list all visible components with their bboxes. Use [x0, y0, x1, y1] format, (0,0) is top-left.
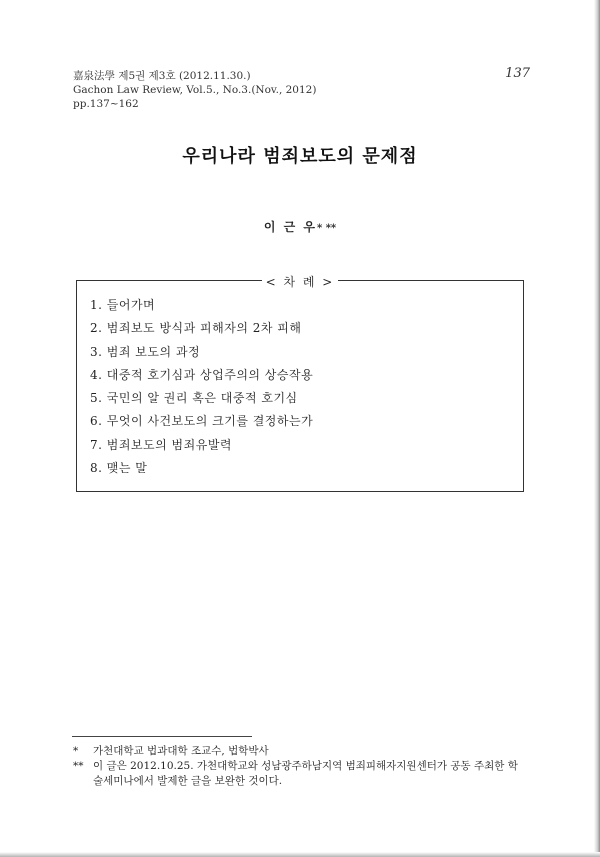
- author-footnote-marks: * **: [316, 223, 337, 234]
- footnote-2: [73, 759, 518, 774]
- footnote-mark: *: [73, 745, 79, 757]
- article-title: 우리나라 범죄보도의 문제점: [182, 146, 418, 167]
- journal-title-english: Gachon Law Review, Vol.5., No.3.(Nov., 2012): [73, 84, 317, 96]
- toc-item: 1. 들어가며: [90, 298, 156, 312]
- author-name: 이 근 우: [263, 220, 317, 234]
- journal-title-korean: 嘉泉法學 제5권 제3호 (2012.11.30.): [73, 70, 251, 82]
- toc-item: 6. 무엇이 사건보도의 크기를 결정하는가: [90, 414, 314, 429]
- footnotes: [73, 744, 518, 789]
- page-bottom-shadow: [0, 852, 600, 857]
- footnote-2-continuation: 술세미나에서 발제한 글을 보완한 것이다.: [93, 775, 283, 787]
- journal-header: [73, 69, 316, 111]
- toc-item: 2. 범죄보도 방식과 피해자의 2차 피해: [90, 321, 302, 336]
- author-line: [0, 218, 600, 235]
- page-edge-shadow: [594, 0, 600, 857]
- footnote-1: [73, 744, 518, 759]
- toc-list: [90, 294, 313, 480]
- toc-item: 4. 대중적 호기심과 상업주의의 상승작용: [90, 367, 314, 382]
- page-number: 137: [505, 66, 530, 81]
- toc-heading-label: < 차 례 >: [262, 275, 339, 289]
- footnote-text: 가천대학교 법과대학 조교수, 법학박사: [93, 745, 269, 757]
- toc-heading: [0, 271, 600, 290]
- toc-item: 3. 범죄 보도의 과정: [90, 344, 201, 359]
- footnote-text: 이 글은 2012.10.25. 가천대학교와 성남광주하남지역 범죄피해자지원센터가 공동 주최한 학: [93, 760, 518, 772]
- toc-item: 5. 국민의 알 권리 혹은 대중적 호기심: [90, 391, 298, 406]
- page-range: pp.137~162: [73, 98, 139, 110]
- footnote-divider: [72, 736, 252, 737]
- toc-item: 8. 맺는 말: [90, 461, 148, 476]
- toc-item: 7. 범죄보도의 범죄유발력: [90, 437, 232, 452]
- footnote-mark: **: [73, 760, 84, 772]
